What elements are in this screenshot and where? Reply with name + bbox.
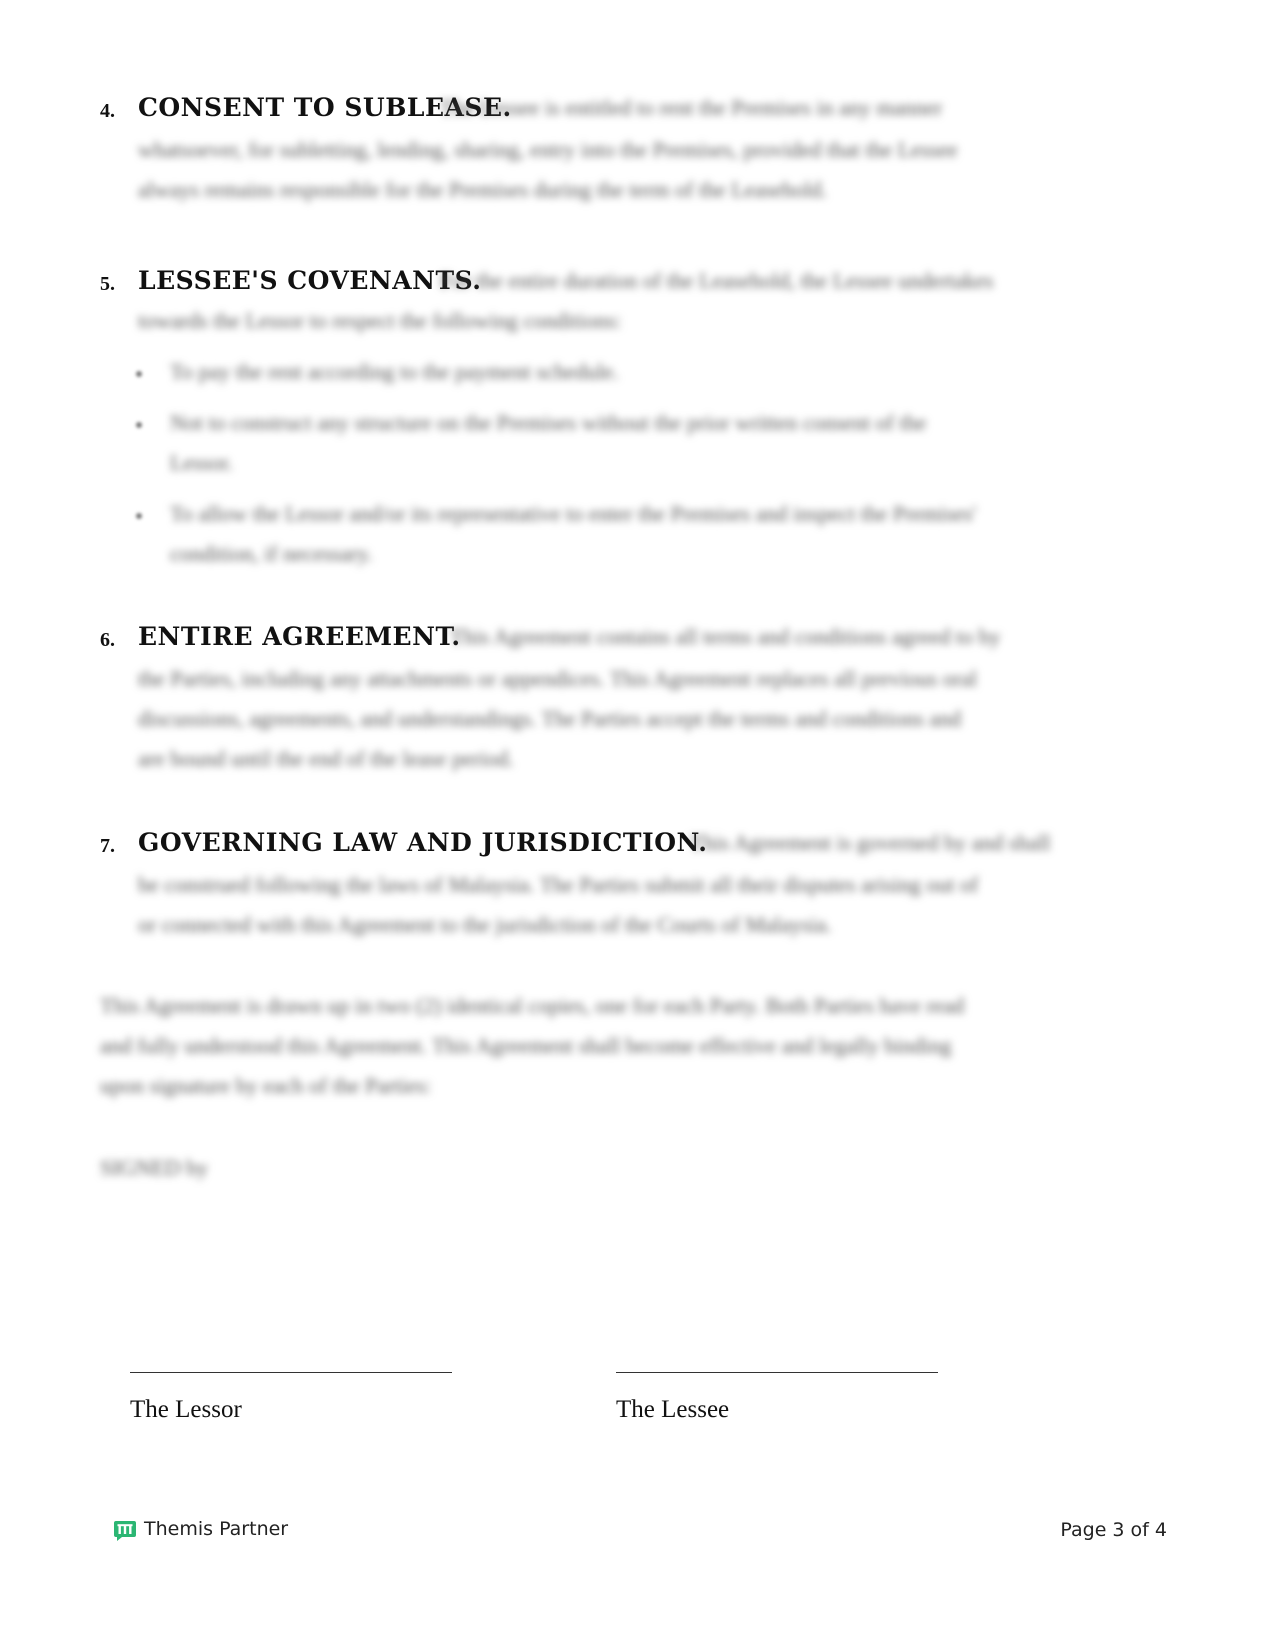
closing-text-line: This Agreement is drawn up in two (2) identical copies, one for each Party. Both Parties have read [100, 993, 965, 1018]
section-heading: ENTIRE AGREEMENT. [138, 622, 461, 651]
section-heading: LESSEE'S COVENANTS. [138, 266, 482, 295]
section-entire-agreement [100, 615, 1172, 785]
section-text-line: the Parties, including any attachments or appendices. This Agreement replaces all previous oral [138, 666, 977, 691]
lessee-label: The Lessee [616, 1396, 730, 1423]
section-number: 5. [100, 273, 115, 295]
section-text-line: be construed following the laws of Malaysia. The Parties submit all their disputes arising out of [138, 872, 979, 897]
section-heading: CONSENT TO SUBLEASE. [138, 93, 512, 122]
lessor-label: The Lessor [130, 1396, 242, 1423]
bullet-text-line: Not to construct any structure on the Premises without the prior written consent of the [170, 410, 927, 435]
section-number: 7. [100, 835, 115, 857]
section-text-line: For the entire duration of the Leasehold, the Lessee undertakes [440, 268, 994, 293]
bullet-text-line: To allow the Lessor and/or its representative to enter the Premises and inspect the Premises' [170, 501, 977, 526]
bullet-marker [136, 513, 142, 519]
section-text-line: whatsoever, for subletting, lending, sharing, entry into the Premises, provided that the Lessee [138, 137, 958, 162]
lessee-signature-line [616, 1372, 938, 1373]
footer-brand-name: Themis Partner [144, 1518, 289, 1540]
section-lessees-covenants [100, 259, 1172, 579]
section-text-line: This Agreement contains all terms and conditions agreed to by [450, 624, 1001, 649]
closing-text-line: upon signature by each of the Parties: [100, 1073, 432, 1098]
bullet-marker [136, 422, 142, 428]
section-consent-to-sublease [100, 86, 1172, 216]
section-text-line: The Lessee is entitled to rent the Premises in any manner [440, 95, 943, 120]
signed-by-text: SIGNED by [100, 1155, 209, 1180]
section-text-line: or connected with this Agreement to the jurisdiction of the Courts of Malaysia. [138, 912, 832, 937]
section-number: 4. [100, 100, 115, 122]
section-text-line: This Agreement is governed by and shall [690, 830, 1051, 855]
section-number: 6. [100, 629, 115, 651]
bullet-text-line: Lessor. [170, 450, 233, 475]
section-text-line: discussions, agreements, and understandings. The Parties accept the terms and conditions and [138, 706, 962, 731]
bullet-marker [136, 371, 142, 377]
section-text-line: are bound until the end of the lease period. [138, 746, 514, 771]
section-governing-law [100, 821, 1172, 951]
themis-logo-icon [113, 1520, 137, 1542]
page-number: Page 3 of 4 [1060, 1519, 1167, 1541]
section-text-line: always remains responsible for the Premises during the term of the Leasehold. [138, 177, 828, 202]
section-heading: GOVERNING LAW AND JURISDICTION. [138, 828, 708, 857]
section-text-line: towards the Lessor to respect the following conditions: [138, 308, 622, 333]
closing-paragraph [100, 986, 1172, 1116]
bullet-text-line: To pay the rent according to the payment schedule. [170, 359, 619, 384]
closing-text-line: and fully understood this Agreement. This Agreement shall become effective and legally binding [100, 1033, 952, 1058]
lessor-signature-line [130, 1372, 452, 1373]
bullet-text-line: condition, if necessary. [170, 541, 373, 566]
